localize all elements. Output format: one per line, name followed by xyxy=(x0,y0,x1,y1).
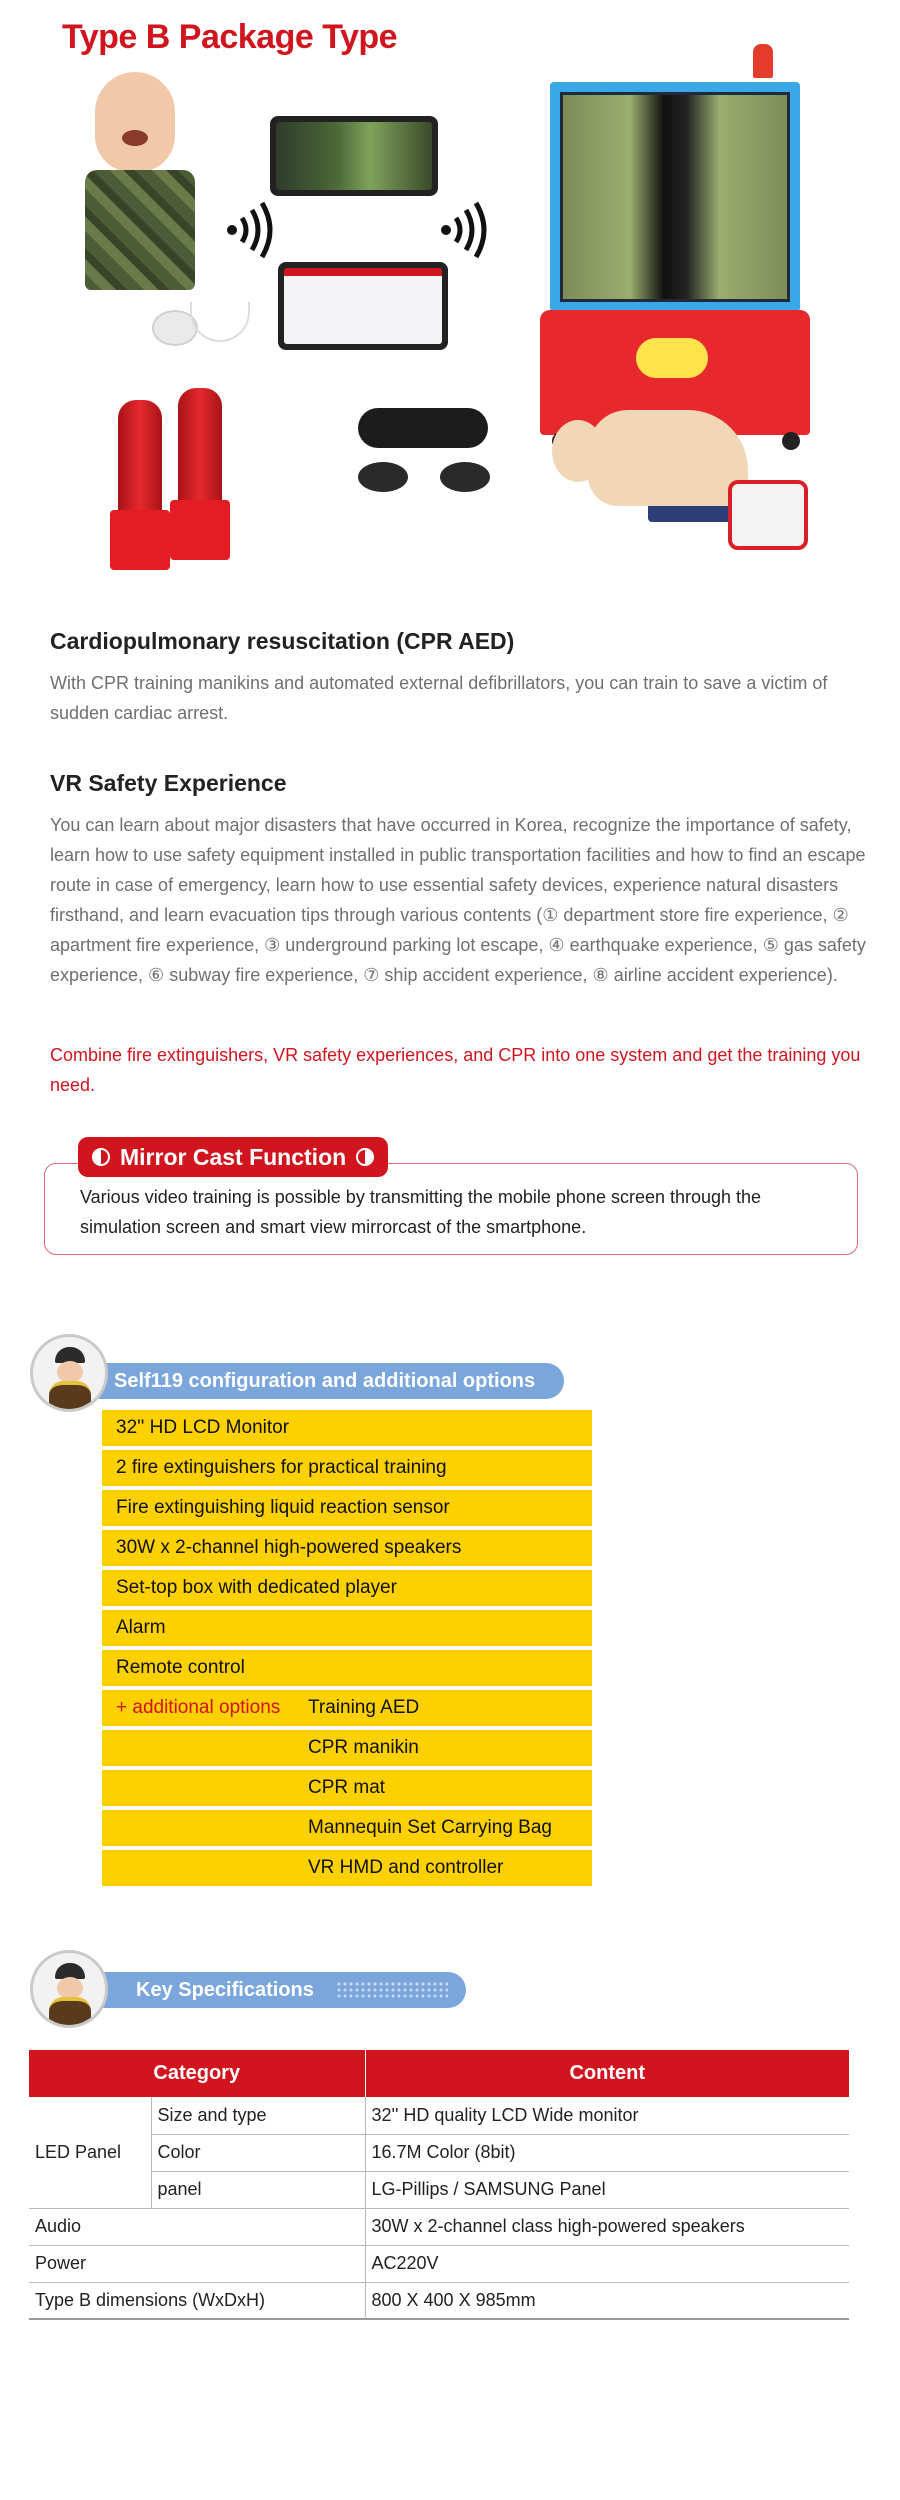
config-badge-label: Self119 configuration and additional options xyxy=(114,1369,536,1392)
sensor-cable-illustration xyxy=(190,302,250,342)
cpr-heading: Cardiopulmonary resuscitation (CPR AED) xyxy=(50,628,515,654)
led-panel-cell: LED Panel xyxy=(29,2097,151,2208)
table-row: Audio 30W x 2-channel class high-powered speakers xyxy=(29,2208,849,2245)
additional-options-label: + additional options xyxy=(116,1697,281,1718)
half-circle-icon xyxy=(356,1148,374,1166)
additional-option-row: CPR mat xyxy=(102,1770,592,1806)
cpr-manikin-illustration xyxy=(588,410,748,506)
specifications-table xyxy=(29,2050,849,2320)
list-item: Fire extinguishing liquid reaction sensor xyxy=(102,1490,592,1526)
vr-controller-illustration xyxy=(358,462,408,492)
fire-extinguisher-illustration xyxy=(178,388,222,506)
wireless-signal-icon xyxy=(438,200,488,260)
table-row: panel LG-Pillips / SAMSUNG Panel xyxy=(29,2171,849,2208)
additional-option-row: Mannequin Set Carrying Bag xyxy=(102,1810,592,1846)
table-row: LED Panel Size and type 32'' HD quality LCD Wide monitor xyxy=(29,2097,849,2134)
firefighter-avatar xyxy=(30,1334,108,1412)
cpr-manikin-head-illustration xyxy=(552,420,604,482)
dot-pattern-decoration xyxy=(336,1981,448,1999)
table-row: Power AC220V xyxy=(29,2245,849,2282)
list-item: Remote control xyxy=(102,1650,592,1686)
extinguisher-stand-illustration xyxy=(170,500,230,560)
options-list xyxy=(102,1410,592,1890)
table-row: Color 16.7M Color (8bit) xyxy=(29,2134,849,2171)
specs-badge-label: Key Specifications xyxy=(136,1978,314,2001)
firefighter-avatar xyxy=(30,1950,108,2028)
half-circle-icon xyxy=(92,1148,110,1166)
highlight-text: Combine fire extinguishers, VR safety experiences, and CPR into one system and get the training you need. xyxy=(50,1045,861,1095)
list-item: Set-top box with dedicated player xyxy=(102,1570,592,1606)
product-illustration xyxy=(60,70,840,590)
manikin-mouth-illustration xyxy=(122,130,148,146)
list-item: 32'' HD LCD Monitor xyxy=(102,1410,592,1446)
cpr-description: With CPR training manikins and automated external defibrillators, you can train to save a victim of sudden cardiac arrest. xyxy=(50,673,828,723)
vr-description: You can learn about major disasters that have occurred in Korea, recognize the importance of safety, learn how to use safety equipment installed in public transportation facilities and how to find an escape route in case of emergency, learn how to use essential safety devices, experience natural disasters firsthand, and learn evacuation tips through various contents (① department store fire experience, ② apartment fire experience, ③ underground parking lot escape, ④ earthquake experience, ⑤ gas safety experience, ⑥ subway fire experience, ⑦ ship accident experience, ⑧ airline accident experience). xyxy=(50,815,866,985)
vr-heading: VR Safety Experience xyxy=(50,770,287,796)
content-header: Content xyxy=(365,2050,849,2097)
fire-extinguisher-illustration xyxy=(118,400,162,518)
table-row: Type B dimensions (WxDxH) 800 X 400 X 985mm xyxy=(29,2282,849,2319)
list-item: 30W x 2-channel high-powered speakers xyxy=(102,1530,592,1566)
list-item: 2 fire extinguishers for practical training xyxy=(102,1450,592,1486)
manikin-head-illustration xyxy=(95,72,175,172)
list-item: Alarm xyxy=(102,1610,592,1646)
page-title: Type B Package Type xyxy=(62,18,398,56)
extinguisher-stand-illustration xyxy=(110,510,170,570)
tablet-dashboard-illustration xyxy=(278,262,448,350)
tablet-illustration xyxy=(270,116,438,196)
mirror-cast-title: Mirror Cast Function xyxy=(120,1143,347,1170)
kiosk-logo-illustration xyxy=(636,338,708,378)
aed-device-illustration xyxy=(728,480,808,550)
additional-option-row: + additional options Training AED xyxy=(102,1690,592,1726)
category-header: Category xyxy=(29,2050,365,2097)
kiosk-wheel-illustration xyxy=(782,432,800,450)
alarm-light-illustration xyxy=(753,44,773,78)
camouflage-vest-illustration xyxy=(85,170,195,290)
additional-option-row: CPR manikin xyxy=(102,1730,592,1766)
kiosk-monitor-illustration xyxy=(550,82,800,312)
mirror-cast-description: Various video training is possible by transmitting the mobile phone screen through the simulation screen and smart view mirrorcast of the smartphone. xyxy=(80,1187,762,1237)
vr-headset-illustration xyxy=(358,408,488,448)
wireless-signal-icon xyxy=(224,200,274,260)
vr-controller-illustration xyxy=(440,462,490,492)
config-badge xyxy=(34,1363,564,1399)
additional-option-row: VR HMD and controller xyxy=(102,1850,592,1886)
mirror-cast-title-pill xyxy=(78,1137,388,1177)
